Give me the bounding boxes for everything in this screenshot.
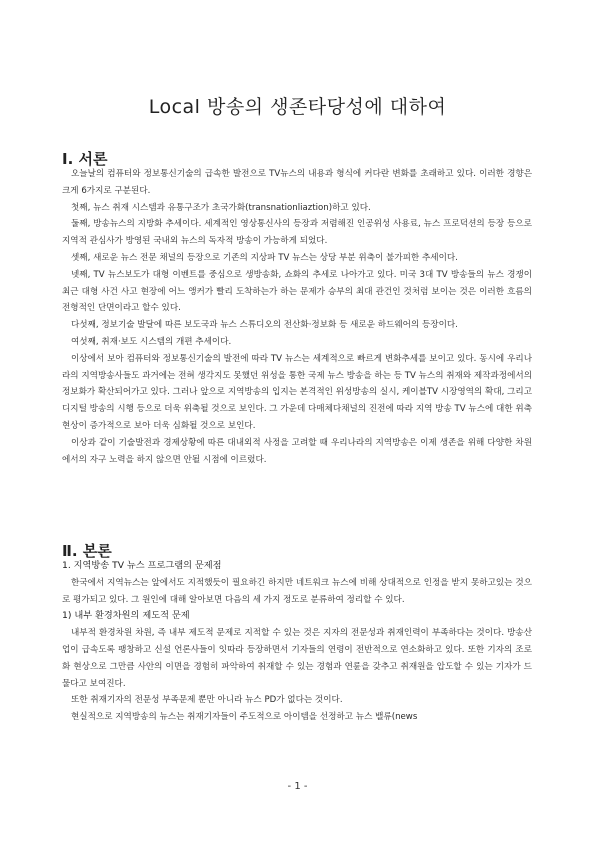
paragraph: 셋째, 새로운 뉴스 전문 채널의 등장으로 기존의 지상파 TV 뉴스는 상당 부분 위축이 불가피한 추세이다. bbox=[71, 252, 458, 263]
section-heading-body: Ⅱ. 본론 bbox=[62, 542, 112, 560]
paragraph: 여섯째, 취재·보도 시스템의 개편 추세이다. bbox=[71, 336, 232, 347]
paragraph: 둘째, 방송뉴스의 지방화 추세이다. 세계적인 영상통신사의 등장과 저렴해진 인공위성 사용료, 뉴스 프로덕션의 등장 등으로 지역적 관심사가 방영된 국내외 뉴스의 독자적 방송이 가능하게 되었다. bbox=[62, 219, 532, 247]
section-heading-introduction: Ⅰ. 서론 bbox=[62, 150, 108, 168]
paragraph: 넷째, TV 뉴스보도가 대형 이벤트를 중심으로 생방송화, 쇼화의 추세로 나아가고 있다. 미국 3대 TV 방송들의 뉴스 경쟁이 최근 대형 사건 사고 현장에 어느 앵커가 빨리 도착하는가 하는 문제가 승부의 최대 관건인 것처럼 보이는 것은 이러한 흐름의 전형적인 단면이라고 할수 있다. bbox=[62, 269, 532, 314]
paragraph: 한국에서 지역뉴스는 앞에서도 지적했듯이 필요하긴 하지만 네트워크 뉴스에 비해 상대적으로 인정을 받지 못하고있는 것으로 평가되고 있다. 그 원인에 대해 알아보면 다음의 세 가지 정도로 분류하여 정리할 수 있다. bbox=[62, 577, 532, 605]
section-body-main bbox=[62, 558, 532, 726]
paragraph: 이상에서 보아 컴퓨터와 정보통신기술의 발전에 따라 TV 뉴스는 세계적으로 빠르게 변화추세를 보이고 있다. 동시에 우리나라의 지역방송사들도 과거에는 전혀 생각지도 못했던 위성을 통한 국제 뉴스 방송을 하는 등 TV 뉴스의 취재와 제작과정에서의 정보화가 확산되어가고 있다. 그러나 앞으로 지역방송의 입지는 본격적인 위성방송의 실시, 케이블TV 시장영역의 확대, 그리고 디지털 방송의 시행 등으로 더욱 위축될 것으로 보인다. 그 가운데 다매체다채널의 진전에 따라 지역 방송 TV 뉴스에 대한 위축 현상이 증가적으로 보아 더욱 심화될 것으로 보인다. bbox=[62, 353, 532, 431]
paragraph: 오늘날의 컴퓨터와 정보통신기술의 급속한 발전으로 TV뉴스의 내용과 형식에 커다란 변화를 초래하고 있다. 이러한 경향은 크게 6가지로 구분된다. bbox=[62, 169, 532, 196]
paragraph: 이상과 같이 기술발전과 경제상황에 따른 대내외적 사정을 고려할 때 우리나라의 지역방송은 이제 생존을 위해 다양한 차원에서의 자구 노력을 하지 않으면 안될 시점에 이르렀다. bbox=[62, 437, 532, 465]
paragraph: 내부적 환경차원 차원, 즉 내부 제도적 문제로 지적할 수 있는 것은 지자의 전문성과 취재인력이 부족하다는 것이다. 방송산업이 급속도록 팽창하고 신설 언론사들이 잇따라 등장하면서 기자들의 연령이 전반적으로 연소화하고 있다. 또한 기자의 조로화 현상으로 그만큼 사안의 이면을 경험히 파악하여 취재할 수 있는 경험과 연륜을 갖추고 취재원을 압도할 수 있는 기자가 드물다고 보여진다. bbox=[62, 628, 532, 689]
paragraph: 첫째, 뉴스 취재 시스템과 유통구조가 초국가화(transnationliaztion)하고 있다. bbox=[71, 202, 371, 213]
document-title: Local 방송의 생존타당성에 대하여 bbox=[148, 96, 447, 118]
paragraph: 다섯째, 정보기술 발달에 따른 보도국과 뉴스 스튜디오의 전산화·정보화 등 새로운 하드웨어의 등장이다. bbox=[71, 320, 458, 331]
paragraph: 또한 취재기자의 전문성 부족문제 뿐만 아니라 뉴스 PD가 없다는 것이다. bbox=[71, 695, 343, 706]
item-heading: 1) 내부 환경차원의 제도적 문제 bbox=[62, 610, 190, 622]
subsection-heading: 1. 지역방송 TV 뉴스 프로그램의 문제점 bbox=[62, 560, 222, 571]
section-body-introduction bbox=[62, 166, 532, 468]
page-number: - 1 - bbox=[287, 781, 308, 792]
paragraph: 현실적으로 지역방송의 뉴스는 취재기자들이 주도적으로 아이템을 선정하고 뉴스 밸류(news bbox=[71, 712, 418, 723]
